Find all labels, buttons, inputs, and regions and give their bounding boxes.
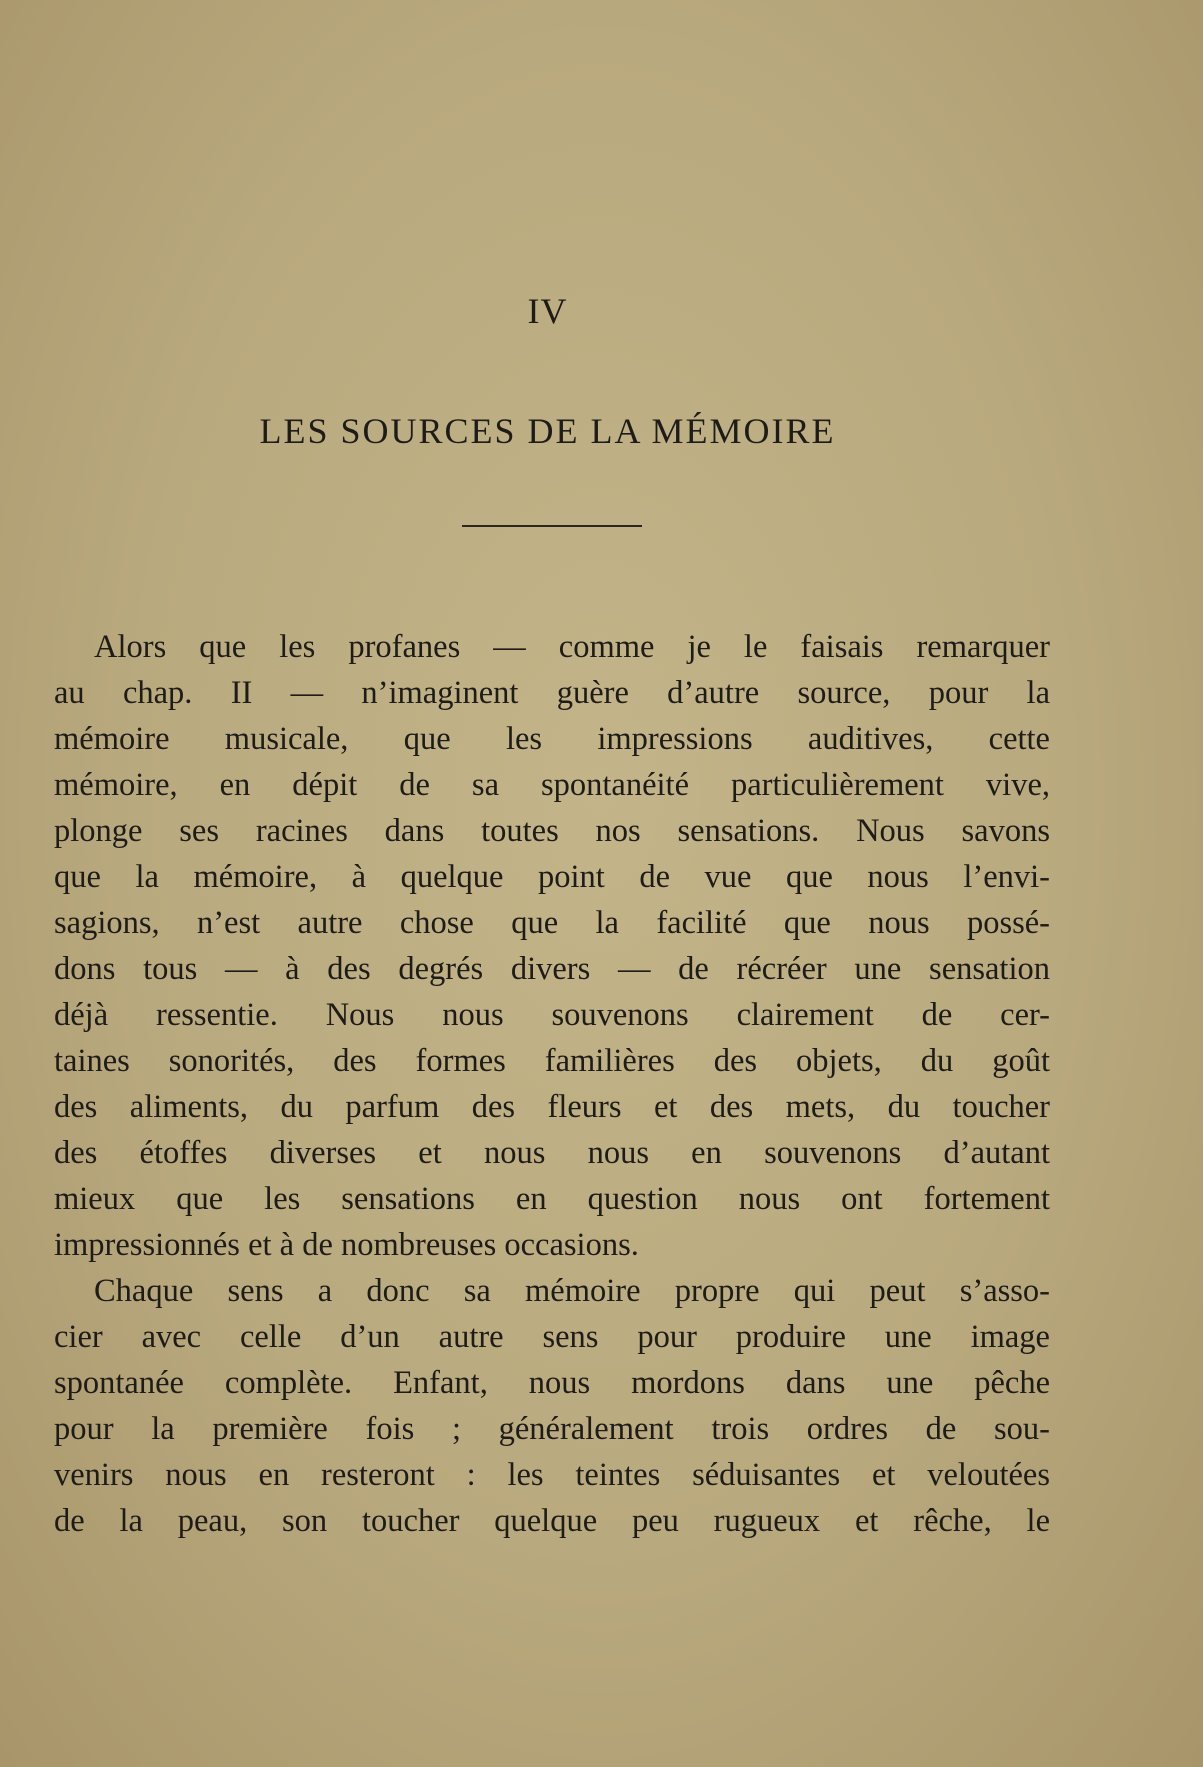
text-line: spontanée complète. Enfant, nous mordons dans une pêche	[54, 1365, 1050, 1401]
title-rule	[462, 525, 642, 527]
text-line: plonge ses racines dans toutes nos sensations. Nous savons	[54, 813, 1050, 849]
text-line: pour la première fois ; généralement trois ordres de sou-	[54, 1411, 1050, 1447]
body-text	[54, 624, 1050, 1544]
text-line: mémoire musicale, que les impressions auditives, cette	[54, 721, 1050, 757]
text-line: cier avec celle d’un autre sens pour produire une image	[54, 1319, 1050, 1355]
text-line: que la mémoire, à quelque point de vue que nous l’envi-	[54, 859, 1050, 895]
text-line: mémoire, en dépit de sa spontanéité particulièrement vive,	[54, 767, 1050, 803]
chapter-number: IV	[527, 291, 568, 331]
text-line: impressionnés et à de nombreuses occasions.	[54, 1227, 639, 1263]
paragraph-1	[54, 624, 1050, 1268]
text-line: au chap. II — n’imaginent guère d’autre source, pour la	[54, 675, 1050, 711]
chapter-title: LES SOURCES DE LA MÉMOIRE	[259, 411, 836, 451]
text-line: venirs nous en resteront : les teintes séduisantes et veloutées	[54, 1457, 1050, 1493]
text-line: taines sonorités, des formes familières des objets, du goût	[54, 1043, 1050, 1079]
text-line: dons tous — à des degrés divers — de récréer une sensation	[54, 951, 1050, 987]
text-line: sagions, n’est autre chose que la facilité que nous possé-	[54, 905, 1050, 941]
text-line: Alors que les profanes — comme je le faisais remarquer	[94, 629, 1050, 665]
text-line: déjà ressentie. Nous nous souvenons clairement de cer-	[54, 997, 1050, 1033]
text-line: des aliments, du parfum des fleurs et des mets, du toucher	[54, 1089, 1050, 1125]
text-line: mieux que les sensations en question nous ont fortement	[54, 1181, 1050, 1217]
text-line: des étoffes diverses et nous nous en souvenons d’autant	[54, 1135, 1050, 1171]
text-line: Chaque sens a donc sa mémoire propre qui peut s’asso-	[94, 1273, 1050, 1309]
text-line: de la peau, son toucher quelque peu rugueux et rêche, le	[54, 1503, 1050, 1539]
paragraph-2	[54, 1268, 1050, 1544]
